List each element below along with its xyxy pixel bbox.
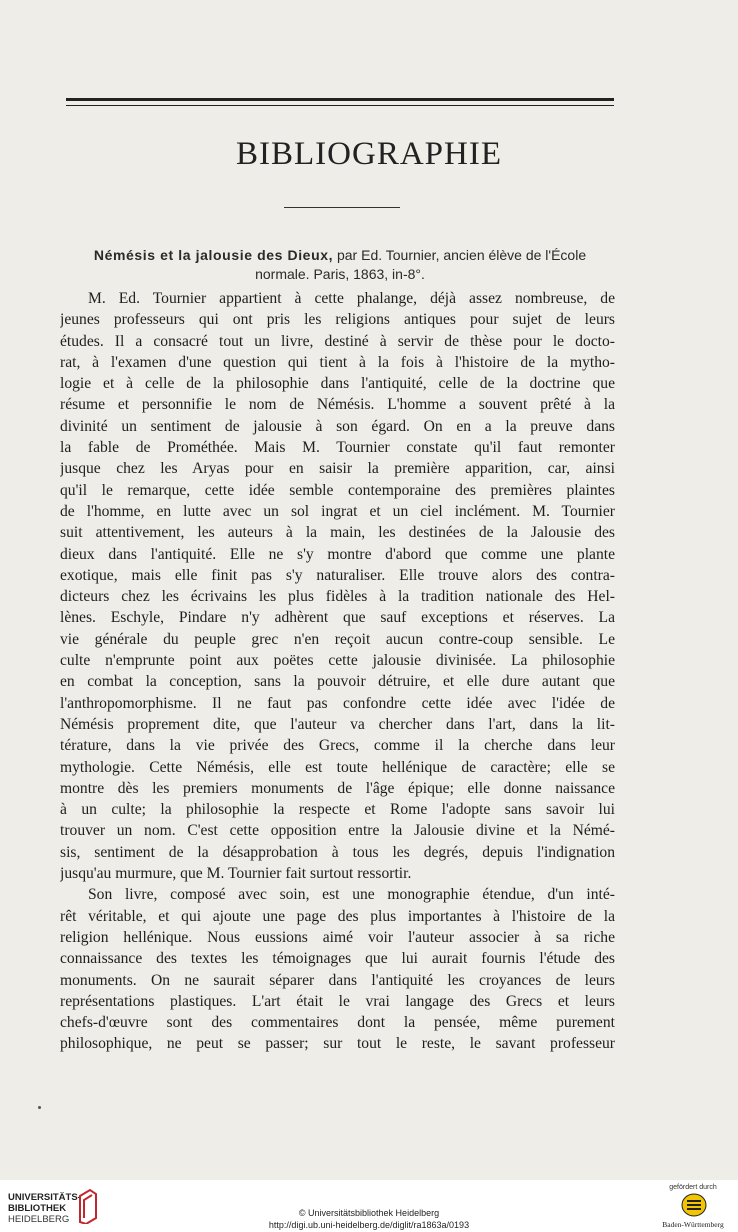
page-title: BIBLIOGRAPHIE (236, 136, 502, 172)
text-line: l'anthropomorphisme. Il ne faut pas confondre cette idée avec l'idée de (60, 694, 615, 712)
text-line: montre dès les premiers monuments de l'âge épique; elle donne naissance (60, 779, 615, 797)
title-underline (284, 207, 400, 208)
funding-organization: Baden-Württemberg (662, 1220, 724, 1229)
margin-mark (38, 1106, 41, 1109)
text-line: lènes. Eschyle, Pindare n'y adhèrent que sauf exceptions et réserves. La (60, 609, 615, 627)
text-line: en combat la conception, sans la pouvoir détruire, et elle dure autant que (60, 673, 615, 691)
top-double-rule (66, 98, 614, 106)
text-line: études. Il a consacré tout un livre, destiné à servir de thèse pour le docto- (60, 332, 615, 350)
text-line: résume et personnifie le nom de Némésis. L'homme a souvent prêté à la (60, 396, 615, 414)
review-body (60, 288, 615, 1055)
library-name-line: UNIVERSITÄTS- (8, 1192, 81, 1203)
library-logo-icon[interactable] (76, 1188, 100, 1224)
text-line: logie et à celle de la philosophie dans l'antiquité, celle de la doctrine que (60, 375, 615, 393)
viewer-footer (0, 1180, 738, 1232)
text-line: Son livre, composé avec soin, est une monographie étendue, d'un inté- (88, 886, 615, 904)
text-line: philosophique, ne peut se passer; sur tout le reste, le savant professeur (60, 1035, 615, 1053)
book-citation (66, 246, 614, 284)
cited-work-title: Némésis et la jalousie des Dieux, (93, 247, 334, 263)
text-line: jusqu'au murmure, que M. Tournier fait surtout ressortir. (60, 865, 412, 883)
funding-label: gefördert durch (669, 1184, 717, 1191)
text-line: dicteurs chez les écrivains les plus fidèles à la tradition nationale des Hel- (60, 588, 615, 606)
text-line: rêt véritable, et qui ajoute une page des plus importantes à l'histoire de la (60, 907, 615, 925)
cited-work-details: par Ed. Tournier, ancien élève de l'École (333, 247, 587, 263)
text-line: dieux dans l'antiquité. Elle ne s'y montre d'abord que comme une plante (60, 545, 615, 563)
text-line: Némésis proprement dite, que l'auteur va chercher dans l'art, dans la lit- (60, 715, 615, 733)
text-line: la fable de Prométhée. Mais M. Tournier constate qu'il faut remonter (60, 439, 615, 457)
text-line: religion hellénique. Nous eussions aimé voir l'auteur associer à sa riche (60, 928, 615, 946)
copyright-text: © Universitätsbibliothek Heidelberg (298, 1208, 440, 1218)
text-line: divinité un sentiment de jalousie à son égard. On en a la preuve dans (60, 417, 615, 435)
text-line: térature, dans la vie privée des Grecs, comme il la cherche dans leur (60, 737, 615, 755)
library-name-line: HEIDELBERG (8, 1214, 70, 1225)
cited-work-publication: normale. Paris, 1863, in-8°. (255, 266, 425, 282)
text-line: représentations plastiques. L'art était le vrai langage des Grecs et leurs (60, 992, 615, 1010)
text-line: trouver un nom. C'est cette opposition entre la Jalousie divine et la Némé- (60, 822, 615, 840)
text-line: jusque chez les Aryas pour en saisir la première apparition, car, ainsi (60, 460, 615, 478)
text-line: culte n'emprunte point aux poëtes cette jalousie divinisée. La philosophie (60, 652, 615, 670)
library-name-line: BIBLIOTHEK (8, 1203, 67, 1214)
text-line: jeunes professeurs qui ont pris les religions antiques pour sujet de leurs (60, 311, 615, 329)
text-line: connaissance des textes les témoignages que lui aurait fournis l'étude des (60, 950, 615, 968)
text-line: rat, à l'examen d'une question qui tient à la fois à l'histoire de la mytho- (60, 353, 615, 371)
text-line: qu'il le remarque, cette idée semble contemporaine des premières plaintes (60, 481, 615, 499)
text-line: M. Ed. Tournier appartient à cette phalange, déjà assez nombreuse, de (88, 290, 615, 307)
text-line: monuments. On ne saurait séparer dans l'antiquité les croyances de leurs (60, 971, 615, 989)
text-line: mythologie. Cette Némésis, elle est toute hellénique de caractère; elle se (60, 758, 615, 776)
text-line: chefs-d'œuvre sont des commentaires dont la pensée, même purement (60, 1014, 615, 1032)
text-line: suit attentivement, les auteurs à la main, les destinées de la Jalousie des (60, 524, 615, 542)
text-line: de l'homme, en lutte avec un sol ingrat et un ciel inclément. M. Tournier (60, 502, 615, 520)
text-line: à un culte; la philosophie la respecte et Rome l'adopte sans savoir lui (60, 801, 615, 819)
permalink-url[interactable]: http://digi.ub.uni-heidelberg.de/diglit/ra1863a/0193 (268, 1220, 470, 1230)
text-line: exotique, mais elle finit pas s'y naturaliser. Elle trouve alors des contra- (60, 566, 615, 584)
text-line: sis, sentiment de la désapprobation à tous les degrés, depuis l'indignation (60, 843, 615, 861)
state-crest-icon (680, 1192, 708, 1218)
text-line: vie générale du peuple grec n'en reçoit aucun contre-coup sensible. Le (60, 630, 615, 648)
